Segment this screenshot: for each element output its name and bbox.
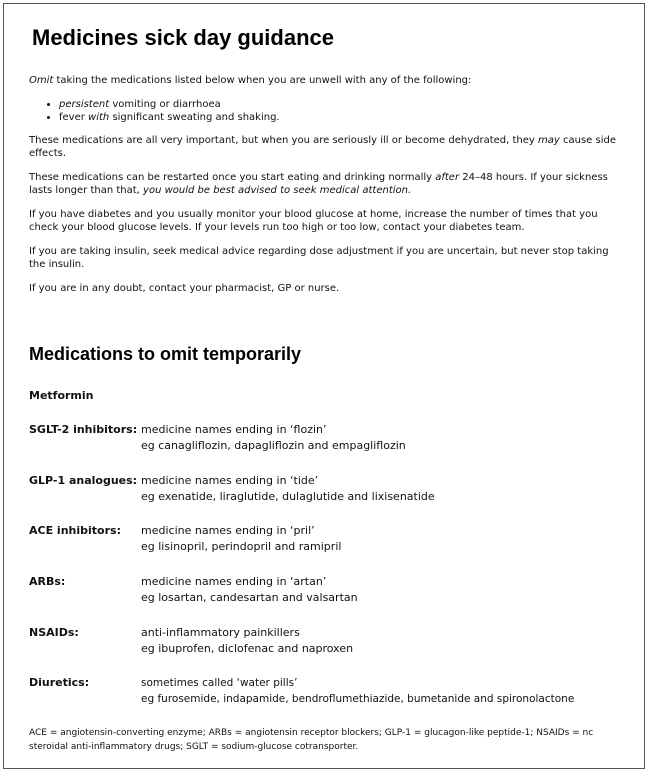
medication-description: anti-inflammatory painkillers eg ibuprofen, diclofenac and naproxen bbox=[141, 626, 354, 655]
medication-description: medicine names ending in ‘pril’ eg lisinopril, perindopril and ramipril bbox=[141, 524, 342, 553]
medication-description: medicine names ending in ‘artan’ eg losartan, candesartan and valsartan bbox=[141, 575, 358, 604]
section-title: Medications to omit temporarily bbox=[29, 344, 302, 364]
medication-description: medicine names ending in ‘flozin’ eg canagliflozin, dapagliflozin and empagliflozin bbox=[141, 423, 406, 452]
intro-section bbox=[29, 74, 619, 306]
medication-name: Diuretics: bbox=[29, 676, 90, 689]
intro-paragraph-side-effects: These medications are all very important, but when you are seriously ill or become dehydrated, they may cause side effects. bbox=[29, 135, 616, 159]
medication-name: Metformin bbox=[29, 389, 94, 402]
intro-paragraph-restart: These medications can be restarted once you start eating and drinking normally after 24–48 hours. If your sickness lasts longer than that, you would be best advised to seek medical attention. bbox=[29, 172, 608, 196]
intro-paragraph-omit: Omit taking the medications listed below when you are unwell with any of the following: bbox=[29, 75, 472, 86]
medication-name: SGLT-2 inhibitors: bbox=[29, 423, 138, 436]
abbreviations-footnote: ACE = angiotensin-converting enzyme; ARBs = angiotensin receptor blockers; GLP-1 = glucagon-like peptide-1; NSAIDs = nc steroidal anti-inflammatory drugs; SGLT = sodium-glucose cotransporter. bbox=[29, 728, 594, 752]
medication-description: medicine names ending in ‘tide’ eg exenatide, liraglutide, dulaglutide and lixisenatide bbox=[141, 474, 435, 503]
symptom-list bbox=[29, 98, 619, 124]
medication-name: ACE inhibitors: bbox=[29, 524, 121, 537]
intro-paragraph-diabetes: If you have diabetes and you usually monitor your blood glucose at home, increase the number of times that you check your blood glucose levels. If your levels run too high or too low, contact your diabetes team. bbox=[29, 209, 598, 233]
symptom-item: • fever with significant sweating and shaking. bbox=[59, 111, 619, 124]
medication-name: GLP-1 analogues: bbox=[29, 474, 138, 487]
intro-paragraph-insulin: If you are taking insulin, seek medical advice regarding dose adjustment if you are uncertain, but never stop taking the insulin. bbox=[29, 246, 609, 270]
medication-description: sometimes called ‘water pills’ eg furosemide, indapamide, bendroflumethiazide, bumetanide and spironolactone bbox=[141, 677, 575, 705]
medication-name: NSAIDs: bbox=[29, 626, 79, 639]
symptom-item: • persistent vomiting or diarrhoea bbox=[59, 98, 619, 111]
page-title: Medicines sick day guidance bbox=[32, 25, 335, 50]
intro-paragraph-contact: If you are in any doubt, contact your pharmacist, GP or nurse. bbox=[29, 283, 340, 294]
document-page bbox=[3, 3, 645, 769]
medication-name: ARBs: bbox=[29, 575, 66, 588]
